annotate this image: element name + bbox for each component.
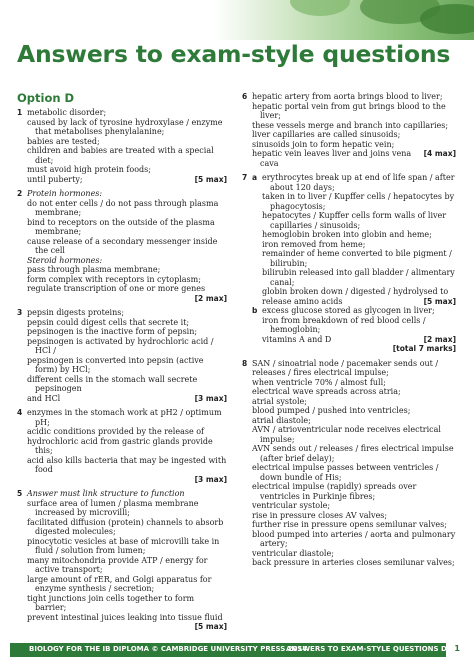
answer-line-text: until puberty; xyxy=(27,174,83,184)
left-column xyxy=(17,92,227,637)
answer-line-text: do not enter cells / do not pass through plasma membrane; xyxy=(27,198,219,217)
answer-line xyxy=(252,520,456,530)
answer-line xyxy=(252,444,456,463)
answer-line xyxy=(27,613,227,623)
question-1 xyxy=(17,108,227,184)
answer-line-text: vitamins A and D xyxy=(262,334,332,344)
footer-section-title: ANSWERS TO EXAM-STYLE QUESTIONS D xyxy=(286,645,447,653)
footer-book-title: BIOLOGY FOR THE IB DIPLOMA © CAMBRIDGE UNIVERSITY PRESS 2014 xyxy=(29,645,308,653)
answer-line xyxy=(252,511,456,521)
answer-line xyxy=(252,130,456,140)
answer-line xyxy=(262,240,456,250)
answer-line xyxy=(27,237,227,256)
answer-line-text: these vessels merge and branch into capillaries; xyxy=(252,120,449,130)
answer-line-text: electrical impulse passes between ventricles / down bundle of His; xyxy=(252,463,439,482)
marks-label: [2 max] xyxy=(423,334,456,344)
question-4 xyxy=(17,408,227,484)
answer-line xyxy=(27,165,227,175)
answer-line xyxy=(252,149,456,168)
answer-line xyxy=(262,297,456,307)
answer-line-text: rise in pressure closes AV valves; xyxy=(252,510,388,520)
answer-line-text: pepsinogen is converted into pepsin (active form) by HCl; xyxy=(27,355,204,374)
answer-line-text: taken in to liver / Kupffer cells / hepatocytes by phagocytosis; xyxy=(262,192,455,211)
answer-line xyxy=(27,375,227,394)
answer-line xyxy=(27,427,227,437)
answer-line-text: remainder of heme converted to bile pigment / bilirubin; xyxy=(262,249,452,268)
question-number: 8 xyxy=(242,358,248,368)
answer-line xyxy=(252,549,456,559)
answer-line-text: excess glucose stored as glycogen in liver; xyxy=(262,306,435,315)
answer-line xyxy=(27,256,227,266)
answer-line xyxy=(27,408,227,427)
answer-line xyxy=(262,335,456,345)
answer-line-text: form complex with receptors in cytoplasm; xyxy=(27,274,201,284)
answer-line-text: electrical impulse (rapidly) spreads over ventricles in Purkinje fibres; xyxy=(252,482,417,501)
answer-line xyxy=(27,499,227,518)
answer-line-text: electrical wave spreads across atria; xyxy=(252,387,401,396)
answer-line-text: AVN / atrioventricular node receives electrical impulse; xyxy=(252,425,441,444)
answer-line-text: iron removed from heme; xyxy=(262,239,366,249)
sub-question-a xyxy=(252,173,456,306)
answer-line xyxy=(27,308,227,318)
marks-label: [3 max] xyxy=(194,474,227,484)
answer-line xyxy=(262,287,456,297)
question-6 xyxy=(242,92,456,168)
marks-label: [5 max] xyxy=(194,174,227,184)
answer-line-text: facilitated diffusion (protein) channels to absorb digested molecules; xyxy=(27,517,224,536)
answer-line xyxy=(262,211,456,230)
answer-line xyxy=(252,140,456,150)
answer-line xyxy=(27,537,227,556)
answer-line xyxy=(27,337,227,356)
answer-line xyxy=(27,518,227,537)
marks-label: [3 max] xyxy=(194,393,227,403)
answer-line-text: babies are tested; xyxy=(27,136,100,146)
answer-line-text: pass through plasma membrane; xyxy=(27,265,161,274)
answer-line-text: pepsin digests proteins; xyxy=(27,308,125,317)
answer-line-text: iron from breakdown of red blood cells / hemoglobin; xyxy=(262,315,426,334)
page-title: Answers to exam-style questions xyxy=(17,40,451,68)
answer-line xyxy=(252,558,456,568)
right-column xyxy=(242,92,456,573)
answer-line xyxy=(252,416,456,426)
answer-line xyxy=(252,463,456,482)
answer-line-text: release amino acids xyxy=(262,296,343,306)
answer-line-text: metabolic disorder; xyxy=(27,108,107,117)
answer-line xyxy=(252,121,456,131)
answer-line xyxy=(27,137,227,147)
answer-line xyxy=(252,397,456,407)
answer-line xyxy=(252,378,456,388)
answer-line-text: enzymes in the stomach work at pH2 / optimum pH; xyxy=(27,408,222,427)
option-heading: Option D xyxy=(17,91,75,105)
answer-line xyxy=(262,192,456,211)
answer-line xyxy=(27,318,227,328)
question-5 xyxy=(17,489,227,632)
answer-line-text: Protein hormones: xyxy=(27,189,103,198)
answer-line xyxy=(252,359,456,369)
answer-line xyxy=(27,146,227,165)
answer-line-text: ventricular systole; xyxy=(252,501,331,510)
answer-line-text: releases / fires electrical impulse; xyxy=(252,368,389,377)
answer-line-text: acidic conditions provided by the release of xyxy=(27,427,204,436)
question-number: 1 xyxy=(17,108,23,117)
answer-line xyxy=(27,284,227,294)
marks-label: [total 7 marks] xyxy=(392,344,456,353)
answer-line xyxy=(27,218,227,237)
question-number: 7 xyxy=(242,173,248,182)
answer-line-text: hemoglobin broken into globin and heme; xyxy=(262,230,432,239)
answer-line-text: children and babies are treated with a special diet; xyxy=(27,146,214,165)
question-number: 2 xyxy=(17,189,23,198)
answer-line xyxy=(262,268,456,287)
answer-line xyxy=(252,387,456,397)
answer-line xyxy=(27,456,227,475)
question-2 xyxy=(17,189,227,303)
answer-line-text: bind to receptors on the outside of the plasma membrane; xyxy=(27,217,215,236)
answer-line-text: hydrochloric acid from gastric glands provide this; xyxy=(27,436,213,455)
answer-line-text: pepsinogen is the inactive form of pepsin; xyxy=(27,327,198,336)
answer-line-text: cause release of a secondary messenger inside the cell xyxy=(27,236,218,255)
marks-label: [4 max] xyxy=(423,149,456,158)
answer-line xyxy=(27,189,227,199)
answer-line-text: pepsin could digest cells that secrete it; xyxy=(27,317,190,327)
answer-line xyxy=(252,92,456,102)
answer-line xyxy=(27,575,227,594)
answer-line-text: SAN / sinoatrial node / pacemaker sends out / xyxy=(252,358,439,368)
answer-line-text: hepatic portal vein from gut brings blood to the liver; xyxy=(252,101,446,120)
answer-line-text: hepatocytes / Kupffer cells form walls of liver capillaries / sinusoids; xyxy=(262,211,447,230)
answer-line xyxy=(252,482,456,501)
answer-line xyxy=(27,265,227,275)
sub-question-b xyxy=(252,306,456,344)
answer-line-text: when ventricle 70% / almost full; xyxy=(252,377,386,387)
answer-line xyxy=(27,118,227,137)
answer-line-text: hepatic artery from aorta brings blood to liver; xyxy=(252,92,443,101)
answer-line xyxy=(252,530,456,549)
answer-line-text: caused by lack of tyrosine hydroxylase / enzyme that metabolises phenylalanine; xyxy=(27,117,223,136)
answer-line-text: acid also kills bacteria that may be ingested with food xyxy=(27,455,227,474)
sub-question-label: a xyxy=(252,173,258,182)
answer-line-text: many mitochondria provide ATP / energy for active transport; xyxy=(27,555,208,574)
answer-line xyxy=(27,594,227,613)
answer-line-text: blood pumped / pushed into ventricles; xyxy=(252,406,411,415)
answer-line-text: erythrocytes break up at end of life span / after about 120 days; xyxy=(262,173,455,192)
answer-line xyxy=(27,394,227,404)
answer-line-text: surface area of lumen / plasma membrane increased by microvilli; xyxy=(27,498,199,517)
answer-line-text: must avoid high protein foods; xyxy=(27,165,151,174)
answer-line-text: large amount of rER, and Golgi apparatus for enzyme synthesis / secretion; xyxy=(27,574,212,593)
answer-line xyxy=(262,249,456,268)
question-8 xyxy=(242,359,456,568)
answer-line-text: pinocytotic vesicles at base of microvilli take in fluid / solution from lumen; xyxy=(27,536,220,555)
question-3 xyxy=(17,308,227,403)
answer-line-text: different cells in the stomach wall secrete pepsinogen xyxy=(27,374,198,393)
answer-line-text: prevent intestinal juices leaking into tissue fluid xyxy=(27,612,223,622)
answer-line-text: liver capillaries are called sinusoids; xyxy=(252,130,401,139)
sub-question-label: b xyxy=(252,306,258,315)
answer-line-text: sinusoids join to form hepatic vein; xyxy=(252,139,395,149)
page-footer xyxy=(0,643,474,661)
answer-line xyxy=(27,108,227,118)
answer-line-text: further rise in pressure opens semilunar valves; xyxy=(252,520,447,529)
question-number: 4 xyxy=(17,408,23,417)
answer-line xyxy=(252,425,456,444)
answer-line-text: back pressure in arteries closes semilunar valves; xyxy=(252,558,455,567)
marks-label: [5 max] xyxy=(423,296,456,306)
question-number: 6 xyxy=(242,92,248,101)
answer-line-text: regulate transcription of one or more genes xyxy=(27,284,206,293)
header-banner-image xyxy=(0,0,474,40)
answer-line xyxy=(252,368,456,378)
answer-line xyxy=(252,501,456,511)
answer-line-text: tight junctions join cells together to form barrier; xyxy=(27,593,195,612)
answer-line-text: pepsinogen is activated by hydrochloric acid / HCl / xyxy=(27,336,214,355)
question-7 xyxy=(242,173,456,354)
marks-label: [5 max] xyxy=(194,622,227,631)
answer-line xyxy=(252,102,456,121)
answer-line-text: ventricular diastole; xyxy=(252,548,334,558)
marks-label: [2 max] xyxy=(194,293,227,303)
question-number: 5 xyxy=(17,489,23,498)
answer-line-text: blood pumped into arteries / aorta and pulmonary artery; xyxy=(252,529,456,548)
answer-line xyxy=(252,406,456,416)
answer-line-text: atrial diastole; xyxy=(252,415,311,425)
answer-line-text: hepatic vein leaves liver and joins vena cava xyxy=(252,149,412,168)
answer-line xyxy=(27,199,227,218)
answer-line-text: AVN sends out / releases / fires electrical impulse (after brief delay); xyxy=(252,444,454,463)
answer-line xyxy=(27,175,227,185)
answer-line-text: Steroid hormones: xyxy=(27,255,103,265)
answer-line-text: Answer must link structure to function xyxy=(27,489,185,498)
answer-line xyxy=(262,230,456,240)
answer-line-text: and HCl xyxy=(27,393,61,403)
question-number: 3 xyxy=(17,308,23,317)
answer-line-text: globin broken down / digested / hydrolysed to xyxy=(262,287,449,296)
answer-line xyxy=(262,316,456,335)
answer-line xyxy=(262,173,456,192)
answer-line xyxy=(27,556,227,575)
answer-line xyxy=(27,275,227,285)
answer-line xyxy=(27,356,227,375)
answer-line xyxy=(27,437,227,456)
answer-line-text: bilirubin released into gall bladder / alimentary canal; xyxy=(262,268,455,287)
answer-line xyxy=(27,327,227,337)
page-number: 1 xyxy=(454,644,460,653)
answer-line xyxy=(27,489,227,499)
answer-line-text: atrial systole; xyxy=(252,396,307,406)
answer-line xyxy=(262,306,456,316)
